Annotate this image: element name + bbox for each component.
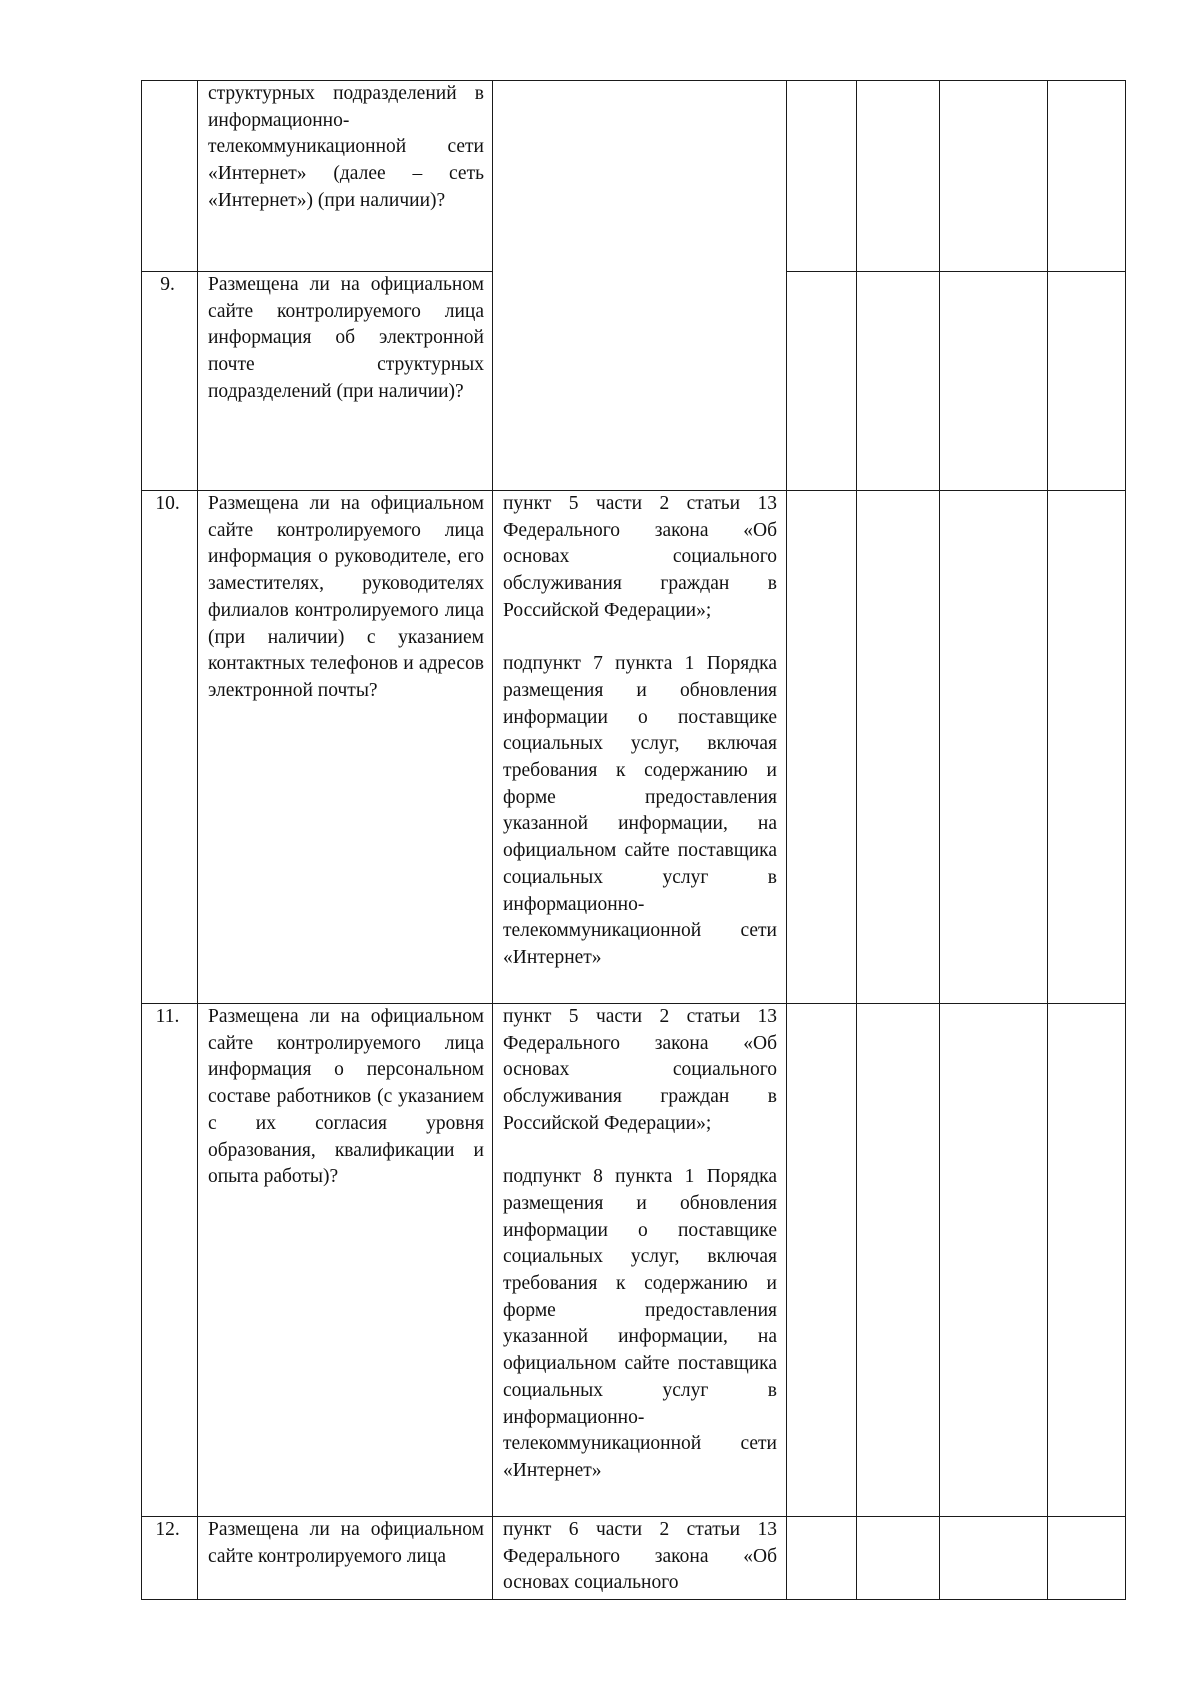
row-number: 9. — [142, 272, 198, 491]
requirement-cell — [493, 491, 787, 1004]
note-cell[interactable] — [1048, 272, 1126, 491]
requirement-cell — [493, 1517, 787, 1600]
answer-no-cell[interactable] — [857, 272, 940, 491]
row-number: 12. — [142, 1517, 198, 1600]
answer-no-cell[interactable] — [857, 81, 940, 272]
table-row — [142, 81, 1126, 272]
answer-yes-cell[interactable] — [787, 491, 857, 1004]
question-cell: Размещена ли на официальном сайте контролируемого лица информация о персональном составе работников (с указанием с их согласия уровня образования, квалификации и опыта работы)? — [198, 1004, 493, 1517]
answer-no-cell[interactable] — [857, 1004, 940, 1517]
requirement-cell — [493, 1004, 787, 1517]
answer-yes-cell[interactable] — [787, 1517, 857, 1600]
note-cell[interactable] — [1048, 81, 1126, 272]
requirement-order-reference: подпункт 7 пункта 1 Порядка размещения и обновления информации о поставщике социальных услуг, включая требования к содержанию и форме предоставления указанной информации, на официальном сайте поставщика социальных услуг в информационно-телекоммуникационной сети «Интернет» — [503, 653, 777, 968]
requirement-law-reference: пункт 6 части 2 статьи 13 Федерального закона «Об основах социального — [503, 1519, 777, 1594]
row-number: 10. — [142, 491, 198, 1004]
table-row — [142, 1517, 1126, 1600]
requirement-cell — [493, 81, 787, 491]
answer-na-cell[interactable] — [940, 1517, 1048, 1600]
question-cell: Размещена ли на официальном сайте контролируемого лица — [198, 1517, 493, 1600]
answer-no-cell[interactable] — [857, 491, 940, 1004]
table-row — [142, 491, 1126, 1004]
question-cell: Размещена ли на официальном сайте контролируемого лица информация о руководителе, его заместителях, руководителях филиалов контролируемого лица (при наличии) с указанием контактных телефонов и адресов электронной почты? — [198, 491, 493, 1004]
answer-yes-cell[interactable] — [787, 272, 857, 491]
checklist-table — [141, 80, 1126, 1600]
requirement-law-reference: пункт 5 части 2 статьи 13 Федерального закона «Об основах социального обслуживания граждан в Российской Федерации»; — [503, 1006, 777, 1134]
requirement-law-reference: пункт 5 части 2 статьи 13 Федерального закона «Об основах социального обслуживания граждан в Российской Федерации»; — [503, 493, 777, 621]
answer-na-cell[interactable] — [940, 81, 1048, 272]
question-cell: Размещена ли на официальном сайте контролируемого лица информация об электронной почте структурных подразделений (при наличии)? — [198, 272, 493, 491]
row-number — [142, 81, 198, 272]
note-cell[interactable] — [1048, 1004, 1126, 1517]
question-cell: структурных подразделений в информационно-телекоммуникационной сети «Интернет» (далее – сеть «Интернет») (при наличии)? — [198, 81, 493, 272]
row-number: 11. — [142, 1004, 198, 1517]
table-row — [142, 1004, 1126, 1517]
answer-yes-cell[interactable] — [787, 1004, 857, 1517]
answer-no-cell[interactable] — [857, 1517, 940, 1600]
note-cell[interactable] — [1048, 1517, 1126, 1600]
answer-na-cell[interactable] — [940, 491, 1048, 1004]
answer-na-cell[interactable] — [940, 272, 1048, 491]
answer-yes-cell[interactable] — [787, 81, 857, 272]
requirement-order-reference: подпункт 8 пункта 1 Порядка размещения и обновления информации о поставщике социальных услуг, включая требования к содержанию и форме предоставления указанной информации, на официальном сайте поставщика социальных услуг в информационно-телекоммуникационной сети «Интернет» — [503, 1166, 777, 1481]
answer-na-cell[interactable] — [940, 1004, 1048, 1517]
note-cell[interactable] — [1048, 491, 1126, 1004]
